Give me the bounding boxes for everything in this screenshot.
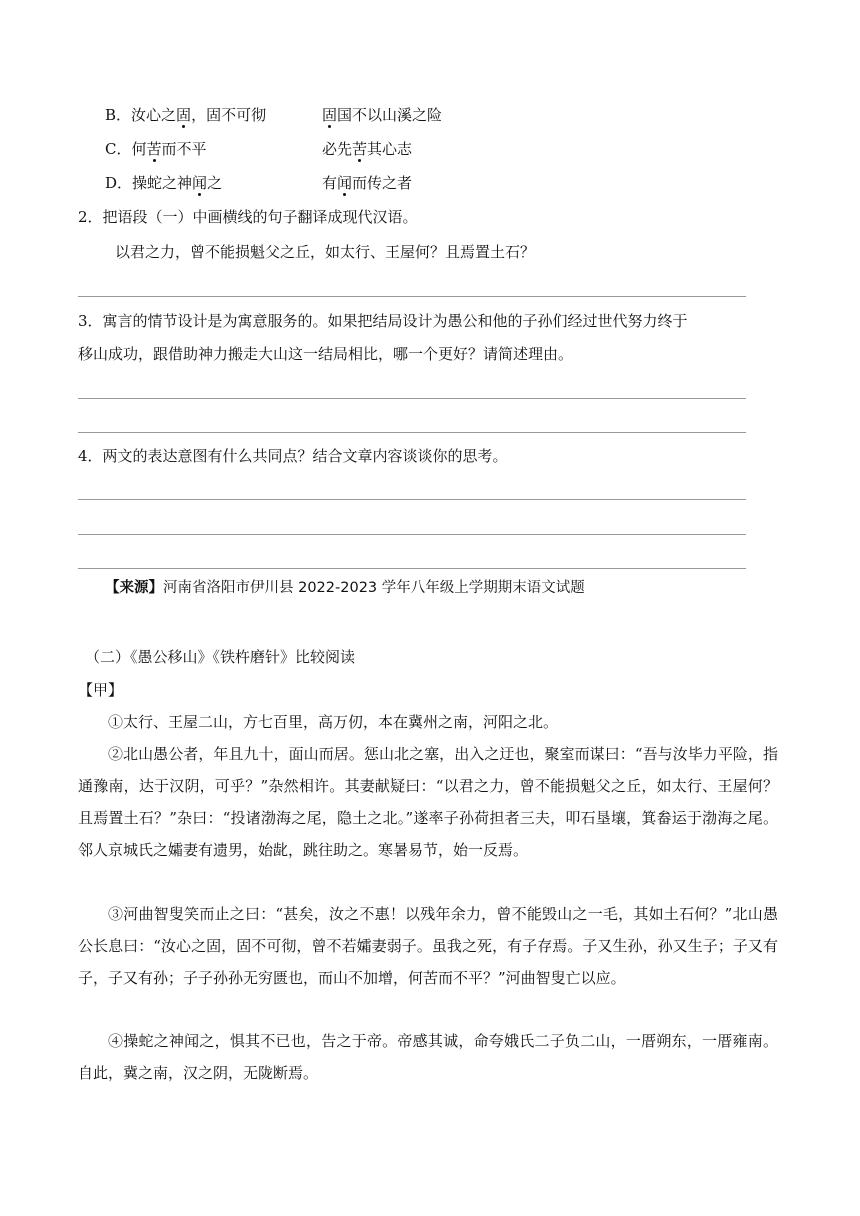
option-letter: B．	[105, 106, 132, 124]
option-b-right: 固国不以山溪之险	[322, 106, 443, 124]
question-3-line2: 移山成功，跟借助神力搬走大山这一结局相比，哪一个更好？请简述理由。	[78, 345, 574, 363]
option-letter: C．	[105, 140, 132, 158]
question-3-line1: 3．寓言的情节设计是为寓意服务的。如果把结局设计为愚公和他的子孙们经过世代努力终于	[78, 312, 688, 330]
paragraph-1: ①太行、王屋二山，方七百里，高万仞，本在冀州之南，河阳之北。	[108, 713, 559, 731]
dotted-char: 苦	[352, 140, 368, 158]
paragraph-4: ④操蛇之神闻之，惧其不已也，告之于帝。帝感其诚，命夸娥氏二子负二山，一厝朔东，一厝雍南。自此，冀之南，汉之阴，无陇断焉。	[78, 1032, 778, 1082]
dotted-char: 闻	[192, 174, 208, 192]
answer-line[interactable]	[78, 568, 746, 569]
answer-line[interactable]	[78, 432, 746, 433]
section-title: （二）《愚公移山》《铁杵磨针》比较阅读	[85, 648, 356, 666]
answer-line[interactable]	[78, 499, 746, 500]
passage-jia-label: 【甲】	[78, 681, 124, 699]
paragraph-3: ③河曲智叟笑而止之曰：“甚矣，汝之不惠！以残年余力，曾不能毁山之一毛，其如土石何？”北山愚公长息曰：“汝心之固，固不可彻，曾不若孀妻弱子。虽我之死，有子存焉。子又生孙，孙又生子；子又有子，子又有孙；子子孙孙无穷匮也，而山不加增，何苦而不平？”河曲智叟亡以应。	[78, 905, 778, 987]
question-2-sentence: 以君之力，曾不能损魁父之丘，如太行、王屋何？且焉置土石？	[115, 243, 536, 261]
dotted-char: 固	[322, 106, 338, 124]
option-d: D．操蛇之神闻之	[105, 174, 223, 192]
question-4: 4．两文的表达意图有什么共同点？结合文章内容谈谈你的思考。	[78, 447, 508, 465]
answer-line[interactable]	[78, 296, 746, 297]
source-text: 河南省洛阳市伊川县 2022-2023 学年八年级上学期期末语文试题	[163, 580, 585, 596]
question-2: 2．把语段（一）中画横线的句子翻译成现代汉语。	[78, 208, 418, 226]
source-label: 【来源】	[105, 580, 163, 596]
option-c-right: 必先苦其心志	[322, 140, 413, 158]
option-letter: D．	[105, 174, 133, 192]
option-c: C．何苦而不平	[105, 140, 207, 158]
answer-line[interactable]	[78, 534, 746, 535]
paragraph-2: ②北山愚公者，年且九十，面山而居。惩山北之塞，出入之迂也，聚室而谋曰：“吾与汝毕力平险，指通豫南，达于汉阴，可乎？”杂然相许。其妻献疑曰：“以君之力，曾不能损魁父之丘，如太行、王屋何？且焉置土石？”杂曰：“投诸渤海之尾，隐土之北。”遂率子孙荷担者三夫，叩石垦壤，箕畚运于渤海之尾。邻人京城氏之孀妻有遗男，始龀，跳往助之。寒暑易节，始一反焉。	[78, 745, 778, 859]
option-b: B．汝心之固，固不可彻	[105, 106, 267, 124]
dotted-char: 闻	[337, 174, 353, 192]
option-d-right: 有闻而传之者	[322, 174, 413, 192]
dotted-char: 固	[176, 106, 192, 124]
source-note	[105, 577, 585, 599]
dotted-char: 苦	[146, 140, 162, 158]
answer-line[interactable]	[78, 398, 746, 399]
